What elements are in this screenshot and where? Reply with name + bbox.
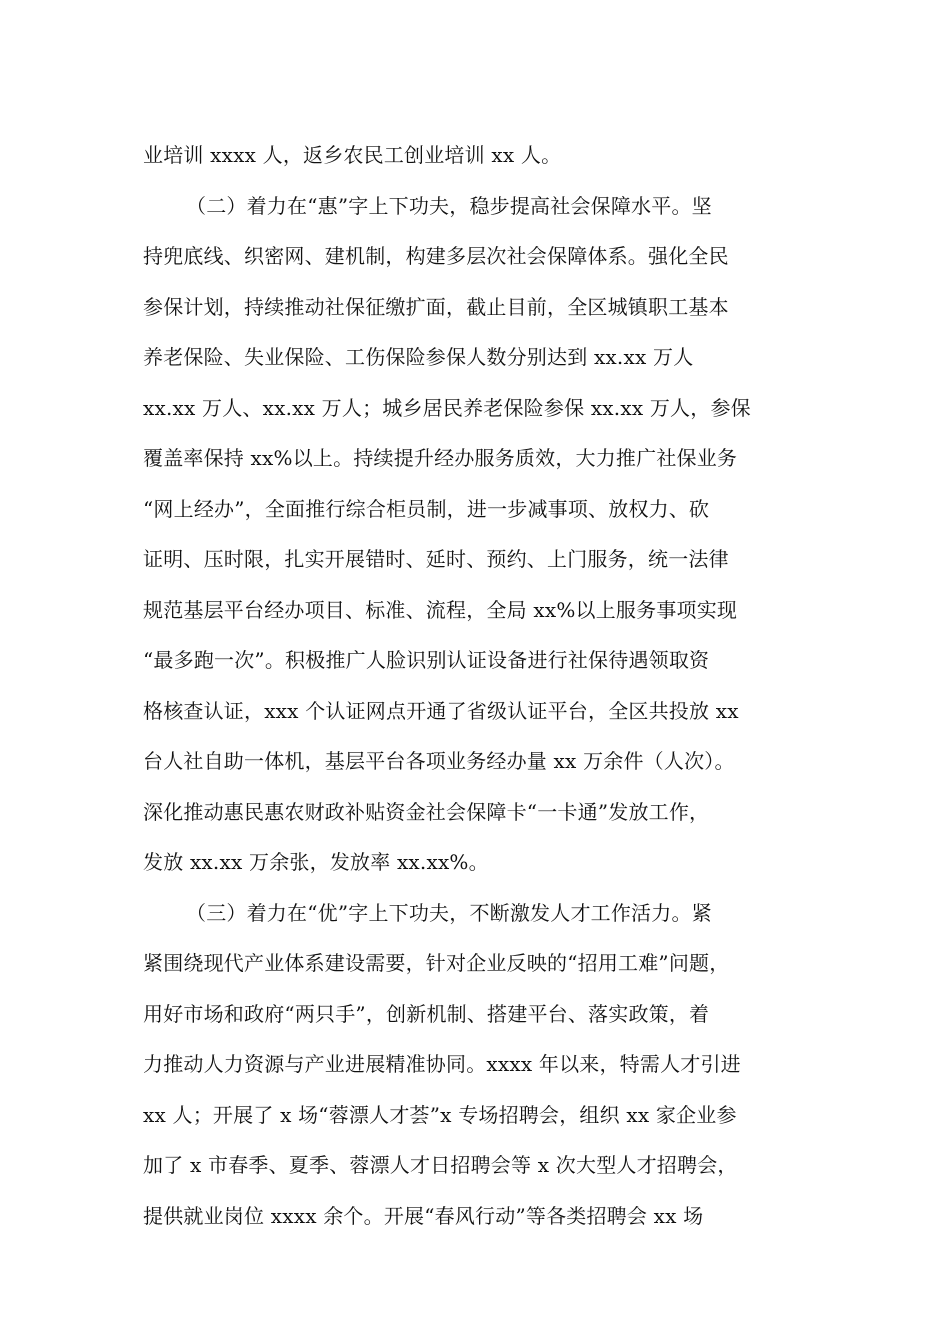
text-line: 加了 x 市春季、夏季、蓉漂人才日招聘会等 x 次大型人才招聘会， xyxy=(143,1153,738,1177)
text-line: 证明、压时限，扎实开展错时、延时、预约、上门服务，统一法律 xyxy=(143,547,729,571)
text-line: 覆盖率保持 xx%以上。持续提升经办服务质效，大力推广社保业务 xyxy=(143,446,738,470)
paragraph-heading-2: （二）着力在“惠”字上下功夫，稳步提高社会保障水平。坚 xyxy=(186,193,712,218)
text-line: xx 人；开展了 x 场“蓉漂人才荟”x 专场招聘会，组织 xx 家企业参 xyxy=(143,1102,737,1127)
text-line: 规范基层平台经办项目、标准、流程，全局 xx%以上服务事项实现 xyxy=(143,597,738,622)
text-line: 持兜底线、织密网、建机制，构建多层次社会保障体系。强化全民 xyxy=(143,244,729,268)
text-line: “网上经办”，全面推行综合柜员制，进一步减事项、放权力、砍 xyxy=(143,496,710,521)
paragraph-heading-3: （三）着力在“优”字上下功夫，不断激发人才工作活力。紧 xyxy=(186,900,712,925)
text-line: 台人社自助一体机，基层平台各项业务经办量 xx 万余件（人次）。 xyxy=(143,749,735,773)
document-body xyxy=(143,130,823,1241)
text-line: 业培训 xxxx 人，返乡农民工创业培训 xx 人。 xyxy=(143,143,562,167)
text-line: 格核查认证，xxx 个认证网点开通了省级认证平台，全区共投放 xx xyxy=(143,698,739,723)
text-line: 用好市场和政府“两只手”，创新机制、搭建平台、落实政策，着 xyxy=(143,1001,710,1026)
text-line: 力推动人力资源与产业进展精准协同。xxxx 年以来，特需人才引进 xyxy=(143,1052,741,1076)
text-line: “最多跑一次”。积极推广人脸识别认证设备进行社保待遇领取资 xyxy=(143,648,710,672)
text-line: 紧围绕现代产业体系建设需要，针对企业反映的“招用工难”问题， xyxy=(143,951,730,975)
text-line: 深化推动惠民惠农财政补贴资金社会保障卡“一卡通”发放工作， xyxy=(143,799,710,824)
text-line: 参保计划，持续推动社保征缴扩面，截止目前，全区城镇职工基本 xyxy=(143,294,729,319)
text-line: 发放 xx.xx 万余张，发放率 xx.xx%。 xyxy=(143,850,489,874)
text-line: 提供就业岗位 xxxx 余个。开展“春风行动”等各类招聘会 xx 场 xyxy=(143,1203,704,1228)
text-line: 养老保险、失业保险、工伤保险参保人数分别达到 xx.xx 万人 xyxy=(143,345,694,369)
text-line: xx.xx 万人、xx.xx 万人；城乡居民养老保险参保 xx.xx 万人，参保 xyxy=(143,395,751,420)
